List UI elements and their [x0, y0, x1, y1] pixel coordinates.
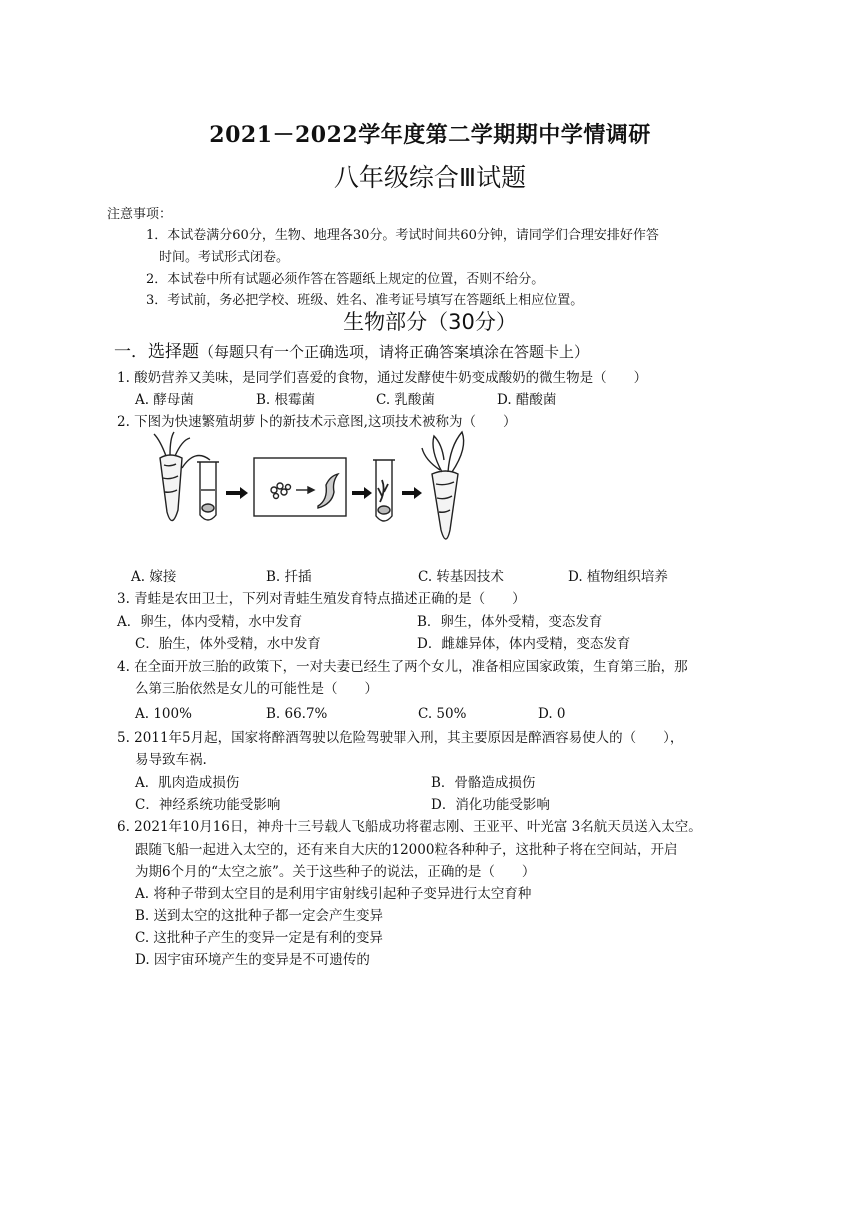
question-stem: 4. 在全面开放三胎的政策下，一对夫妻已经生了两个女儿，准备相应国家政策，生育第三胎，那 [117, 659, 688, 675]
question-stem: 跟随飞船一起进入太空的，还有来自大庆的12000粒各种种子，这批种子将在空间站，开启 [135, 842, 678, 858]
question-stem: 易导致车祸. [135, 752, 207, 768]
option: C．胎生，体外受精，水中发育 [135, 636, 321, 652]
option: D. 0 [538, 706, 566, 722]
test-tube-icon [373, 460, 395, 521]
option: B. 66.7% [266, 706, 328, 722]
notice-item: 3．考试前，务必把学校、班级、姓名、准考证号填写在答题纸上相应位置。 [146, 293, 584, 308]
option: D. 因宇宙环境产生的变异是不可遗传的 [135, 952, 370, 968]
option: B. 根霉菌 [256, 392, 316, 408]
option: C．神经系统功能受影响 [135, 797, 281, 813]
test-tube-icon [197, 462, 219, 520]
option: D．雌雄异体，体内受精，变态发育 [417, 636, 631, 652]
notice-item: 2．本试卷中所有试题必须作答在答题纸上规定的位置，否则不给分。 [146, 272, 545, 287]
part-note: （每题只有一个正确选项，请将正确答案填涂在答题卡上） [199, 343, 590, 361]
carrot-icon [422, 432, 464, 539]
exam-title: 2021－2022学年度第二学期期中学情调研 [209, 122, 651, 148]
notice-heading: 注意事项： [107, 207, 173, 222]
question-stem: 5. 2011年5月起，国家将醉酒驾驶以危险驾驶罪入刑，其主要原因是醉酒容易使人的（ ）， [117, 730, 684, 746]
culture-box [254, 458, 346, 516]
option: C. 转基因技术 [418, 569, 504, 585]
question-stem: 1. 酸奶营养又美味，是同学们喜爱的食物，通过发酵使牛奶变成酸奶的微生物是（ ） [117, 370, 648, 386]
option: B. 送到太空的这批种子都一定会产生变异 [135, 908, 384, 924]
part-label: 一．选择题 [114, 342, 199, 362]
question-stem: 6. 2021年10月16日，神舟十三号载人飞船成功将翟志刚、王亚平、叶光富 3名航天员送入太空。 [117, 819, 702, 835]
notice-item: 1．本试卷满分60分，生物、地理各30分。考试时间共60分钟，请同学们合理安排好作答 [146, 228, 659, 243]
question-stem: 么第三胎依然是女儿的可能性是（ ） [135, 681, 378, 697]
carrot-tissue-culture-diagram [150, 430, 480, 550]
option: D. 醋酸菌 [497, 392, 557, 408]
arrow-icon [352, 487, 372, 499]
option: C. 50% [418, 706, 467, 722]
option: A．肌肉造成损伤 [135, 775, 240, 791]
option: A. 嫁接 [131, 569, 177, 585]
notice-item: 时间。考试形式闭卷。 [159, 250, 290, 265]
option: A. 将种子带到太空目的是利用宇宙射线引起种子变异进行太空育种 [135, 886, 532, 902]
option: A. 酵母菌 [135, 392, 194, 408]
question-stem: 2. 下图为快速繁殖胡萝卜的新技术示意图,这项技术被称为（ ） [117, 414, 517, 430]
arrow-icon [226, 487, 248, 499]
part-heading [114, 337, 589, 362]
section-title: 生物部分（30分） [343, 310, 517, 334]
option: B. 扦插 [266, 569, 312, 585]
option: B．卵生，体外受精，变态发育 [417, 614, 603, 630]
option: D．消化功能受影响 [431, 797, 550, 813]
question-stem: 为期6个月的“太空之旅”。关于这些种子的说法，正确的是（ ） [135, 864, 536, 880]
arrow-icon [402, 487, 422, 499]
option: C. 这批种子产生的变异一定是有利的变异 [135, 930, 383, 946]
option: D. 植物组织培养 [568, 569, 668, 585]
option: A．卵生，体内受精，水中发育 [117, 614, 303, 630]
option: A. 100% [135, 706, 192, 722]
exam-subtitle: 八年级综合Ⅲ试题 [333, 163, 527, 192]
option: B．骨骼造成损伤 [431, 775, 536, 791]
question-stem: 3. 青蛙是农田卫士，下列对青蛙生殖发育特点描述正确的是（ ） [117, 591, 526, 607]
option: C. 乳酸菌 [376, 392, 435, 408]
